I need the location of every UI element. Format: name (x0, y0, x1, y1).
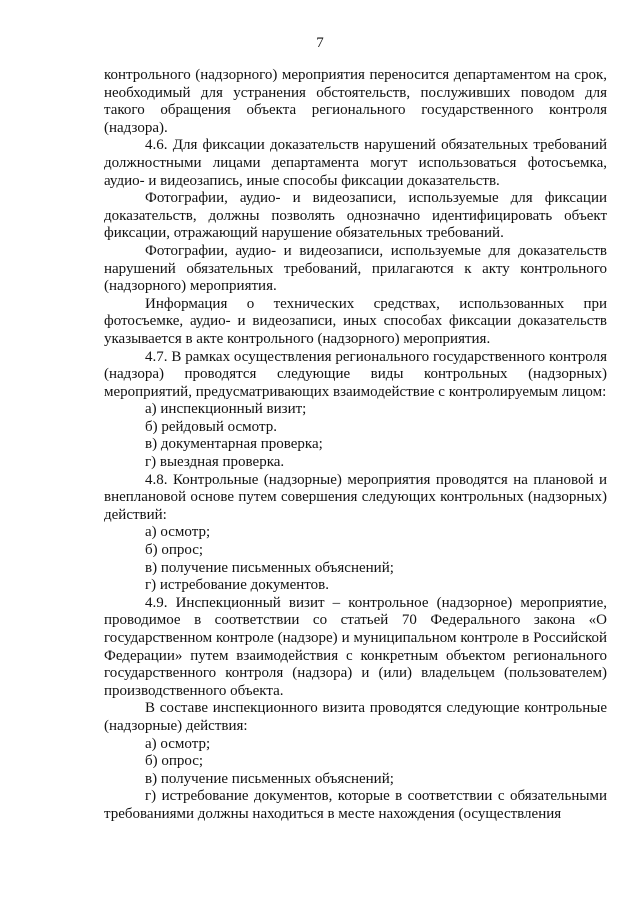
list-item: а) осмотр; (145, 735, 211, 752)
document-body (104, 67, 607, 824)
paragraph-4-8: 4.8. Контрольные (надзорные) мероприятия проводятся на плановой и внеплановой основе путем совершения следующих контрольных (надзорных) действий: (104, 471, 607, 523)
paragraph-document-request: г) истребование документов, которые в соответствии с обязательными требованиями должны находиться в месте нахождения (осуществления (104, 788, 607, 822)
list-item: г) истребование документов. (145, 577, 329, 594)
paragraph-continuation: контрольного (надзорного) мероприятия переносится департаментом на срок, необходимый для устранения обстоятельств, послуживших поводом для такого обращения объекта регионального государственного контроля (надзора). (104, 67, 607, 136)
page-number: 7 (316, 35, 324, 51)
list-item: в) получение письменных объяснений; (145, 559, 394, 576)
list-item: б) опрос; (145, 753, 204, 770)
paragraph-4-6: 4.6. Для фиксации доказательств нарушений обязательных требований должностными лицами департамента могут использоваться фотосъемка, аудио- и видеозапись, иные способы фиксации доказательств. (104, 137, 607, 189)
list-item: г) выездная проверка. (145, 454, 285, 471)
paragraph-4-9: 4.9. Инспекционный визит – контрольное (надзорное) мероприятие, проводимое в соответствии со статьей 70 Федерального закона «О государственном контроле (надзоре) и муниципальном контроле в Российской Федерации» путем взаимодействия с конкретным объектом регионального государственного контроля (надзора) и (или) владельцем (пользователем) производственного объекта. (104, 594, 607, 699)
paragraph-4-7: 4.7. В рамках осуществления регионального государственного контроля (надзора) проводятся следующие виды контрольных (надзорных) мероприятий, предусматривающих взаимодействие с контролируемым лицом: (104, 348, 607, 400)
paragraph-photo-attachment: Фотографии, аудио- и видеозаписи, используемые для доказательств нарушений обязательных требований, прилагаются к акту контрольного (надзорного) мероприятия. (104, 242, 607, 295)
paragraph-inspection-actions: В составе инспекционного визита проводятся следующие контрольные (надзорные) действия: (104, 700, 607, 734)
list-item: а) инспекционный визит; (145, 401, 307, 418)
list-item: б) опрос; (145, 542, 204, 559)
list-item: в) получение письменных объяснений; (145, 770, 394, 787)
paragraph-technical-means: Информация о технических средствах, использованных при фотосъемке, аудио- и видеозаписи, иных способах фиксации доказательств указывается в акте контрольного (надзорного) мероприятия. (104, 295, 607, 347)
list-item: б) рейдовый осмотр. (145, 418, 277, 435)
list-item: а) осмотр; (145, 524, 211, 541)
paragraph-photo-identification: Фотографии, аудио- и видеозаписи, используемые для фиксации доказательств, должны позволять однозначно идентифицировать объект фиксации, отражающий нарушение обязательных требований. (104, 190, 607, 242)
list-item: в) документарная проверка; (145, 436, 323, 453)
